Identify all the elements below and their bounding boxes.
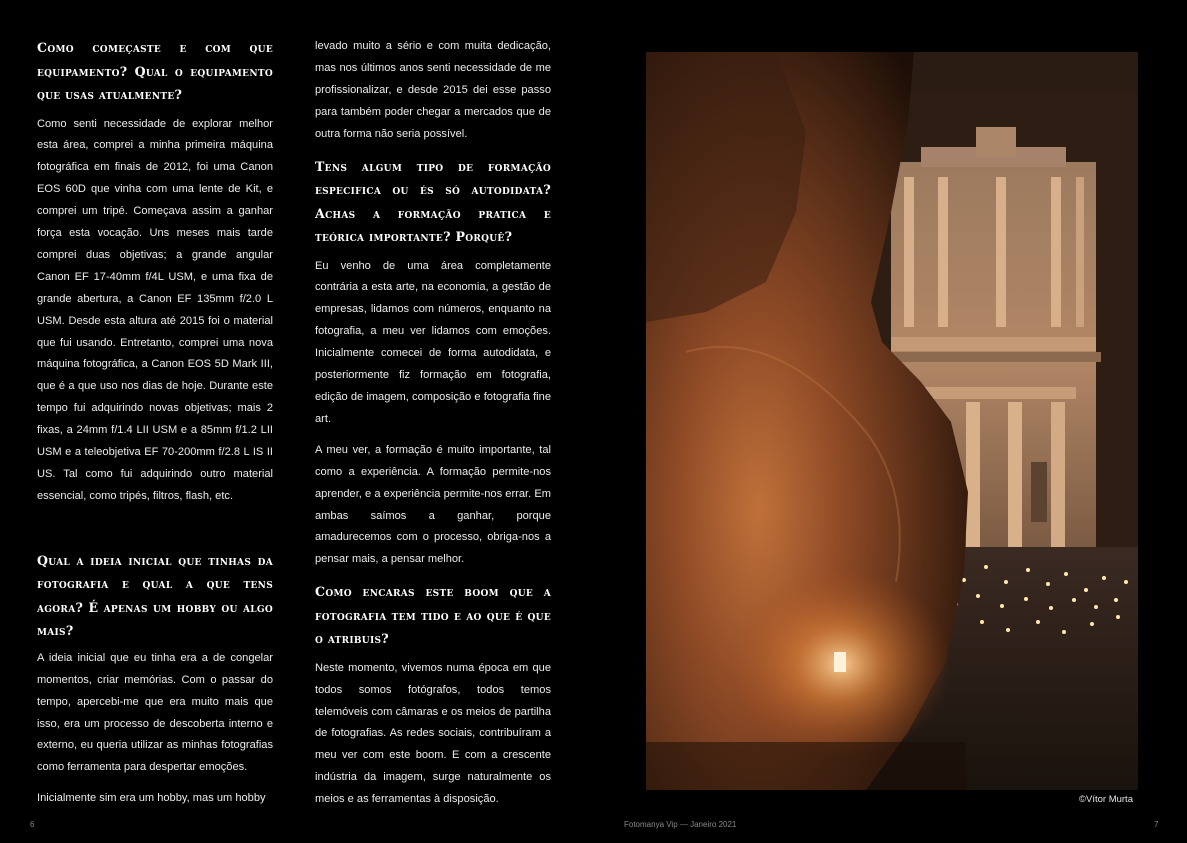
photo-credit: ©Vítor Murta [1079, 794, 1133, 805]
page-number-right: 7 [1154, 820, 1159, 829]
middle-text-column [315, 36, 551, 811]
answer-paragraph: A meu ver, a formação é muito importante, tal como a experiência. A formação permite-nos aprender, e a experiência permite-nos errar. Em ambas saímos a ganhar, porque amadurecemos com o processo, obriga-nos a pensar mais, a pensar melhor. [315, 443, 551, 566]
left-text-column [37, 36, 273, 810]
answer-paragraph: Como senti necessidade de explorar melhor esta área, comprei a minha primeira máquina fotográfica em finais de 2012, foi uma Canon EOS 60D que vinha com uma lente de Kit, e comprei um tripé. Começava assim a ganhar força esta vocação. Uns meses mais tarde comprei duas objetivas; a grande angular Canon EF 17-40mm f/4L USM, e uma fixa de grande abertura, a Canon EF 135mm f/2.0 L USM. Desde esta altura até 2015 foi o material que fui usando. Entretanto, comprei uma nova máquina fotográfica, a Canon EOS 5D Mark III, que é a que uso nos dias de hoje. Durante este tempo fui adquirindo novas objetivas; mais 2 fixas, a 24mm f/1.4 LII USM e a 85mm f/1.2 LII USM e a teleobjetiva EF 70-200mm f/2.8 L IS II US. Tal como fui adquirindo outro material essencial, como tripés, filtros, flash, etc. [37, 117, 273, 502]
petra-treasury-photo [646, 52, 1138, 790]
answer-paragraph: A ideia inicial que eu tinha era a de congelar momentos, criar memórias. Com o passar do tempo, apercebi-me que era muito mais que isso, era um processo de descoberta interno e externo, eu queria utilizar as minhas fotografias como ferramenta para despertar emoções. [37, 651, 273, 774]
answer-paragraph: Neste momento, vivemos numa época em que todos somos fotógrafos, todos temos telemóveis com câmaras e os meios de partilha de fotografias. As redes sociais, contribuíram a meu ver com este boom. E com a crescente indústria da imagem, surge naturalmente os meios e as ferramentas à disposição. [315, 661, 551, 806]
question-heading: Como começaste e com que equipamento? Qual o equipamento que usas atualmente? [37, 40, 273, 102]
question-heading: Tens algum tipo de formação especifica ou és só autodidata? Achas a formação pratica e teórica importante? Porquê? [315, 158, 551, 245]
magazine-footer: Fotomanya Vip — Janeiro 2021 [624, 820, 737, 829]
answer-paragraph: Inicialmente sim era um hobby, mas um hobby [37, 792, 266, 805]
page-number-left: 6 [30, 820, 35, 829]
question-heading: Como encaras este boom que a fotografia tem tido e ao que é que o atribuis? [315, 584, 551, 647]
question-heading: Qual a ideia inicial que tinhas da fotografia e qual a que tens agora? É apenas um hobby ou algo mais? [37, 552, 273, 639]
answer-paragraph: levado muito a sério e com muita dedicação, mas nos últimos anos senti necessidade de me profissionalizar, e desde 2015 dei esse passo para também poder chegar a mercados que de outra forma não seria possível. [315, 40, 551, 140]
answer-paragraph: Eu venho de uma área completamente contrária a esta arte, na economia, a gestão de empresas, lidamos com números, enquanto na fotografia, a meu ver lidamos com emoções. Inicialmente comecei de forma autodidata, e posteriormente fiz formação em fotografia, edição de imagem, composição e fotografia fine art. [315, 259, 551, 425]
